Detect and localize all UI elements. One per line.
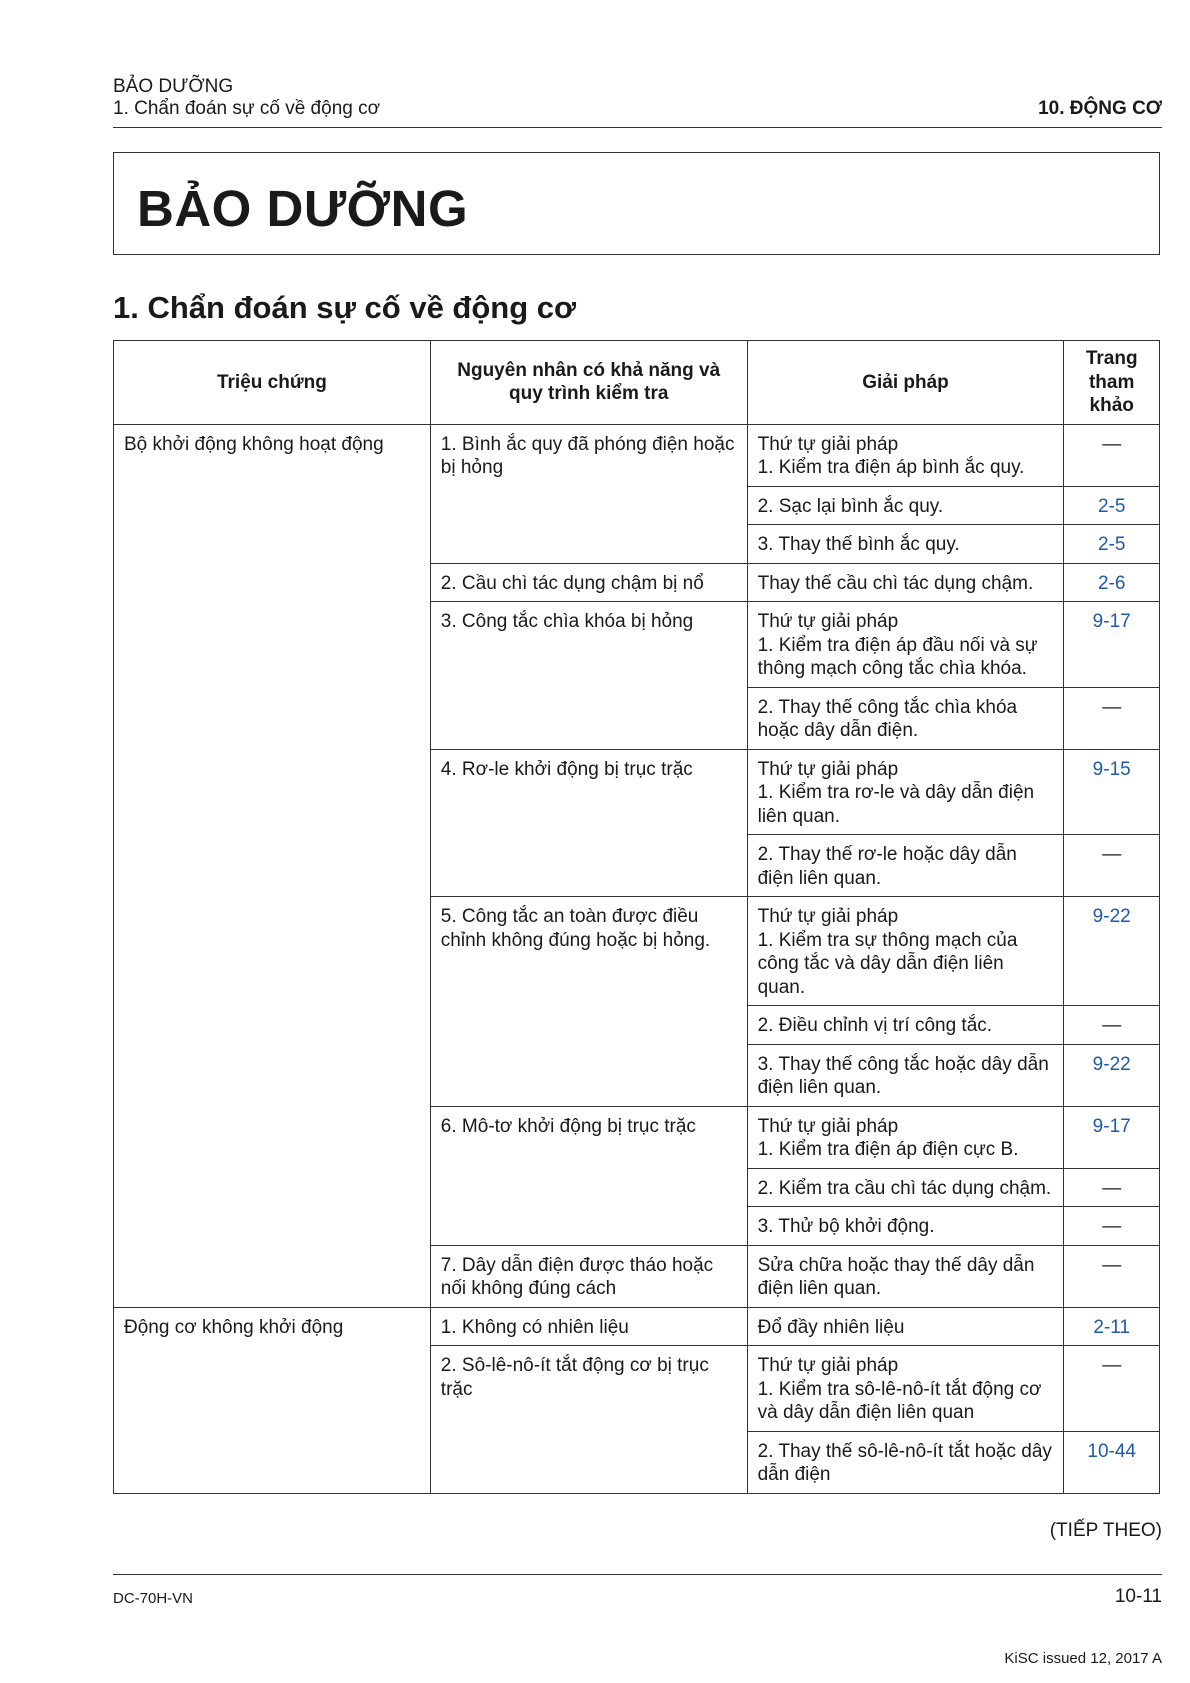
solution-line: Thứ tự giải pháp <box>757 611 899 632</box>
table-body <box>114 424 1160 1493</box>
header-chapter-label: BẢO DƯỠNG <box>113 76 234 97</box>
cause-cell: 3. Công tắc chìa khóa bị hỏng <box>430 602 747 750</box>
solution-line: Thứ tự giải pháp <box>757 906 899 927</box>
solution-line: 3. Thử bộ khởi động. <box>757 1216 935 1237</box>
solution-cell <box>747 525 1064 564</box>
solution-cell <box>747 1207 1064 1246</box>
solution-cell <box>747 563 1064 602</box>
solution-line: Thay thế cầu chì tác dụng chậm. <box>757 572 1034 594</box>
reference-cell: 9-17 <box>1064 602 1160 688</box>
cause-cell: 7. Dây dẫn điện được tháo hoặc nối không đúng cách <box>430 1245 747 1307</box>
table-row <box>114 1307 1160 1346</box>
solution-cell <box>747 749 1064 835</box>
cause-cell: 6. Mô-tơ khởi động bị trục trặc <box>430 1106 747 1245</box>
solution-line: 1. Kiểm tra điện áp đầu nối và sự thông mạch công tắc chìa khóa. <box>757 634 1038 679</box>
reference-cell: 9-22 <box>1064 1044 1160 1106</box>
reference-cell: — <box>1064 835 1160 897</box>
solution-cell <box>747 1245 1064 1307</box>
solution-line: 2. Thay thế rơ-le hoặc dây dẫn điện liên quan. <box>757 844 1017 889</box>
cause-cell: 5. Công tắc an toàn được điều chỉnh không đúng hoặc bị hỏng. <box>430 897 747 1107</box>
reference-cell: 9-15 <box>1064 749 1160 835</box>
reference-cell: — <box>1064 1346 1160 1432</box>
solution-line: 3. Thay thế công tắc hoặc dây dẫn điện liên quan. <box>757 1053 1049 1098</box>
solution-cell <box>747 1106 1064 1168</box>
solution-cell <box>747 1346 1064 1432</box>
symptom-cell: Động cơ không khởi động <box>114 1307 431 1493</box>
solution-line: Đổ đầy nhiên liệu <box>757 1316 905 1338</box>
solution-line: Thứ tự giải pháp <box>757 1355 899 1376</box>
solution-cell <box>747 835 1064 897</box>
solution-line: 1. Kiểm tra sô-lê-nô-ít tắt động cơ và dây dẫn điện liên quan <box>757 1378 1042 1423</box>
cause-cell: 2. Sô-lê-nô-ít tắt động cơ bị trục trặc <box>430 1346 747 1494</box>
solution-cell <box>747 1006 1064 1045</box>
solution-cell <box>747 424 1064 486</box>
solution-line: 1. Kiểm tra sự thông mạch của công tắc và dây dẫn điện liên quan. <box>757 929 1018 998</box>
reference-cell: 2-11 <box>1064 1307 1160 1346</box>
section-title: 1. Chẩn đoán sự cố về động cơ <box>113 290 577 325</box>
header-cause: Nguyên nhân có khả năng và quy trình kiểm tra <box>430 341 747 425</box>
title-box <box>113 152 1160 255</box>
footer-divider <box>113 1574 1162 1575</box>
reference-cell: — <box>1064 1207 1160 1246</box>
footer-issued: KiSC issued 12, 2017 A <box>1004 1650 1162 1667</box>
solution-cell <box>747 1168 1064 1207</box>
header-chapter-title: 10. ĐỘNG CƠ <box>1038 98 1162 119</box>
reference-cell: — <box>1064 1245 1160 1307</box>
reference-cell: — <box>1064 1006 1160 1045</box>
footer-page-number: 10-11 <box>1114 1586 1162 1607</box>
reference-cell: 10-44 <box>1064 1431 1160 1493</box>
header-section-label: 1. Chẩn đoán sự cố về động cơ <box>113 98 381 119</box>
reference-cell: 2-5 <box>1064 525 1160 564</box>
reference-cell: 9-22 <box>1064 897 1160 1006</box>
header-solution: Giải pháp <box>747 341 1064 425</box>
solution-line: Sửa chữa hoặc thay thế dây dẫn điện liên quan. <box>757 1254 1035 1299</box>
solution-line: 1. Kiểm tra điện áp điện cực B. <box>757 1139 1019 1160</box>
solution-line: 1. Kiểm tra rơ-le và dây dẫn điện liên quan. <box>757 782 1035 827</box>
table-row <box>114 424 1160 486</box>
header-symptom: Triệu chứng <box>114 341 431 425</box>
header-divider <box>113 127 1162 128</box>
solution-cell <box>747 897 1064 1006</box>
reference-cell: — <box>1064 687 1160 749</box>
header-left <box>113 76 380 120</box>
solution-cell <box>747 602 1064 688</box>
solution-line: Thứ tự giải pháp <box>757 758 899 780</box>
continued-label: (TIẾP THEO) <box>1049 1520 1162 1541</box>
page-title: BẢO DƯỠNG <box>137 180 469 237</box>
solution-cell <box>747 1431 1064 1493</box>
reference-cell: — <box>1064 1168 1160 1207</box>
solution-cell <box>747 1307 1064 1346</box>
reference-cell: — <box>1064 424 1160 486</box>
troubleshooting-table <box>113 340 1160 1494</box>
cause-cell: 2. Cầu chì tác dụng chậm bị nổ <box>430 563 747 602</box>
solution-line: 2. Thay thế sô-lê-nô-ít tắt hoặc dây dẫn điện <box>757 1440 1052 1485</box>
symptom-cell: Bộ khởi động không hoạt động <box>114 424 431 1307</box>
solution-cell <box>747 1044 1064 1106</box>
reference-cell: 2-6 <box>1064 563 1160 602</box>
solution-cell <box>747 687 1064 749</box>
solution-line: 3. Thay thế bình ắc quy. <box>757 534 960 555</box>
solution-line: Thứ tự giải pháp <box>757 1115 899 1137</box>
solution-cell <box>747 486 1064 525</box>
reference-cell: 2-5 <box>1064 486 1160 525</box>
reference-cell: 9-17 <box>1064 1106 1160 1168</box>
cause-cell: 4. Rơ-le khởi động bị trục trặc <box>430 749 747 897</box>
solution-line: 2. Kiểm tra cầu chì tác dụng chậm. <box>757 1177 1052 1199</box>
cause-cell: 1. Bình ắc quy đã phóng điện hoặc bị hỏng <box>430 424 747 563</box>
solution-line: 1. Kiểm tra điện áp bình ắc quy. <box>757 457 1025 478</box>
solution-line: 2. Thay thế công tắc chìa khóa hoặc dây dẫn điện. <box>757 696 1018 741</box>
solution-line: Thứ tự giải pháp <box>757 433 899 455</box>
solution-line: 2. Sạc lại bình ắc quy. <box>757 495 944 517</box>
cause-cell: 1. Không có nhiên liệu <box>430 1307 747 1346</box>
table-header-row <box>114 341 1160 425</box>
solution-line: 2. Điều chỉnh vị trí công tắc. <box>757 1015 993 1036</box>
header-reference: Trang tham khảo <box>1064 341 1160 425</box>
footer-doc-code: DC-70H-VN <box>113 1590 194 1607</box>
